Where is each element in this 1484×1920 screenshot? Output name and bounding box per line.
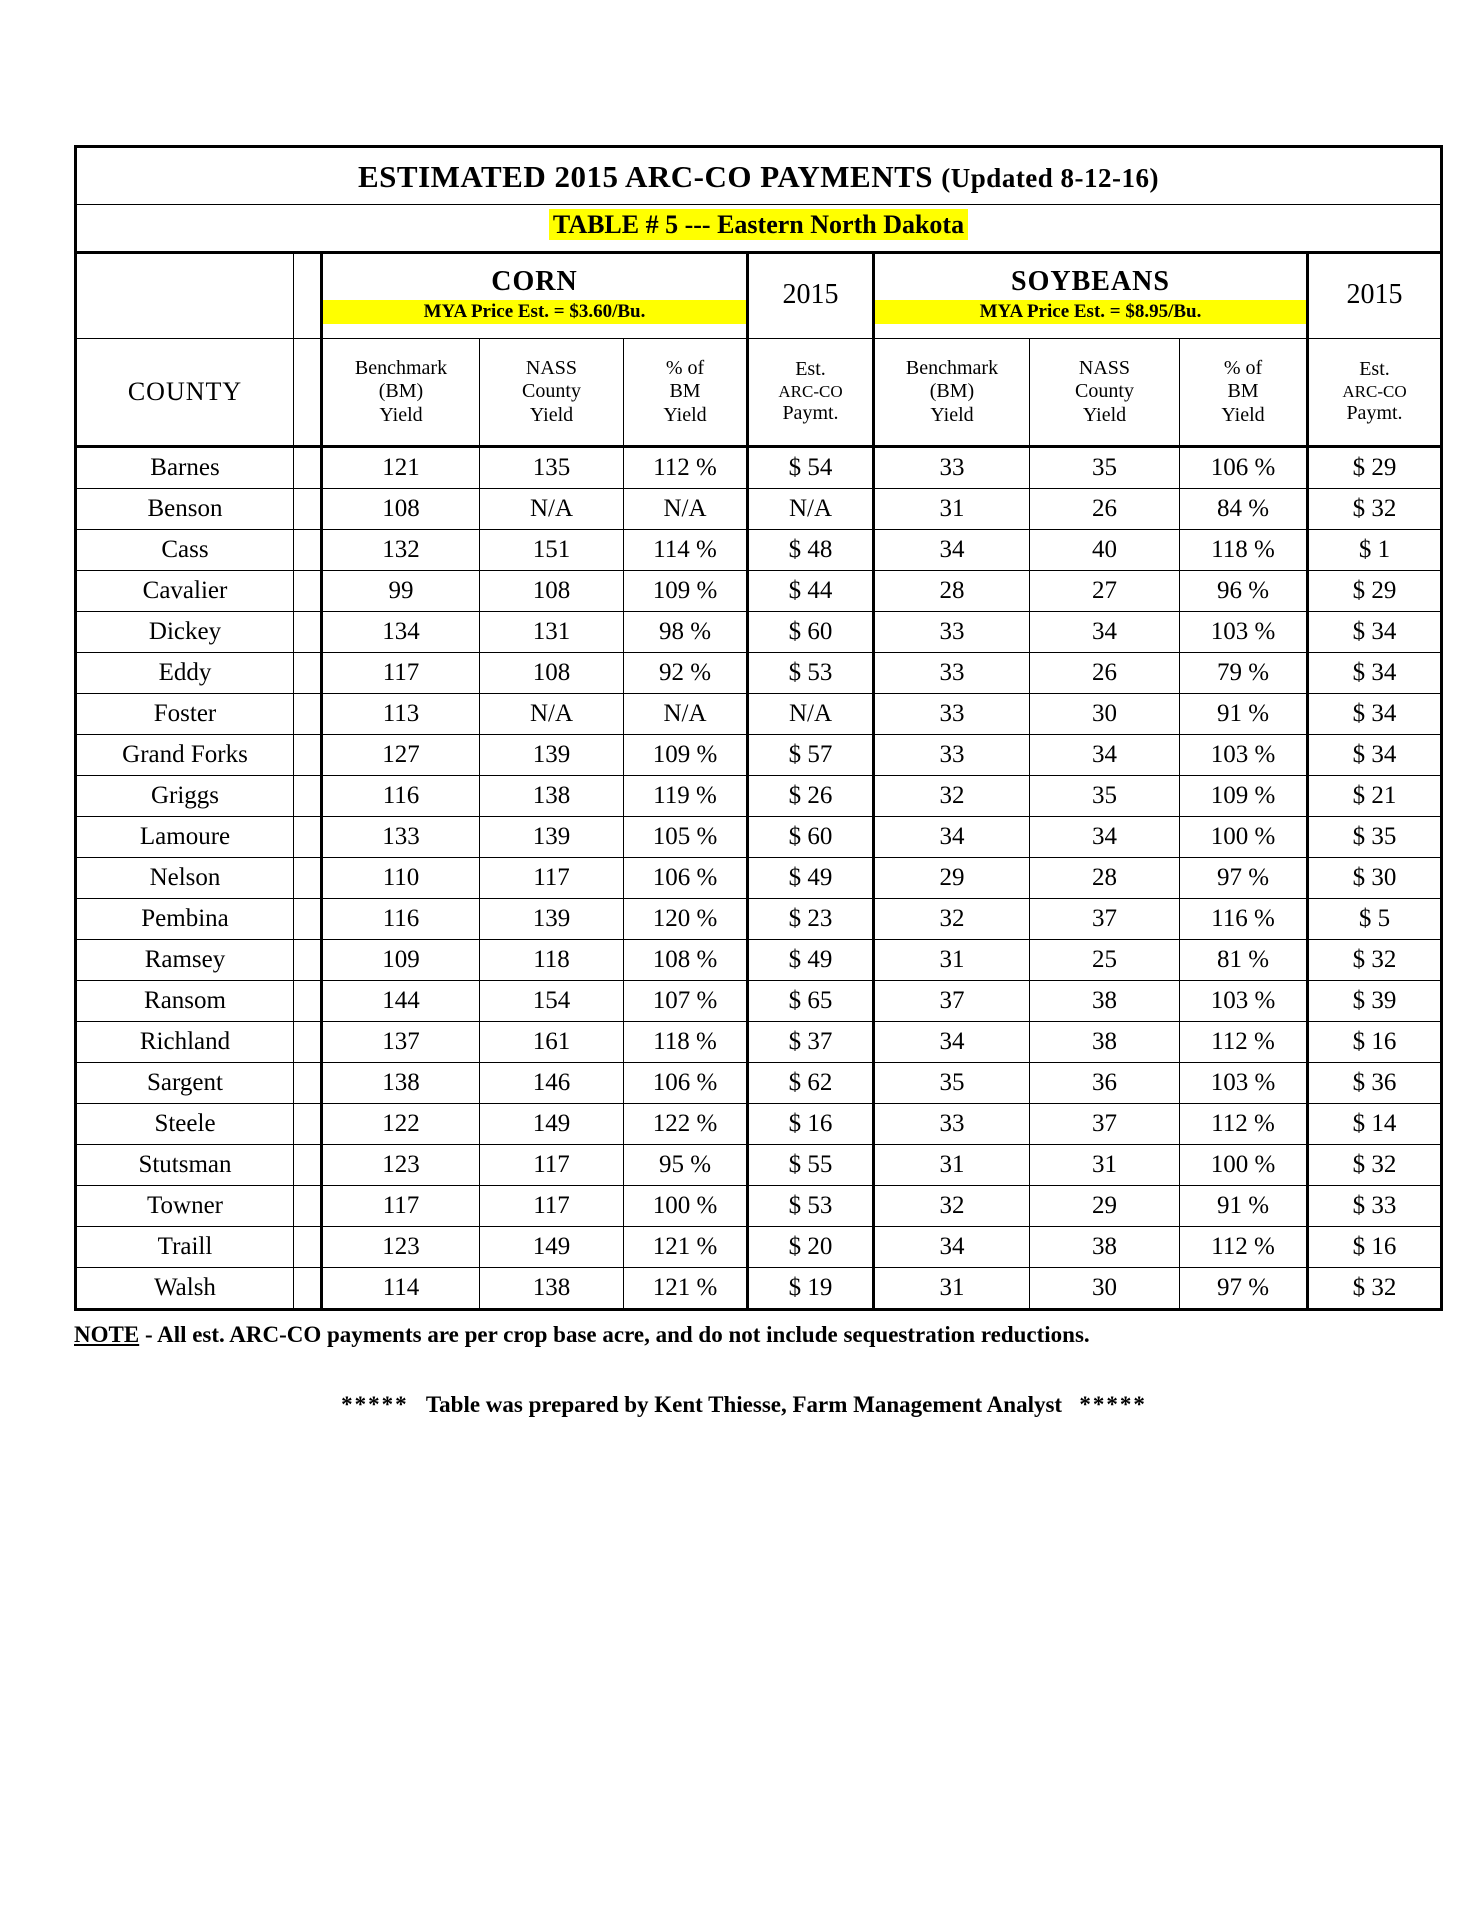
cell-corn-nass-county-yield: N/A [480,489,624,530]
cell-corn-benchmark-yield: 113 [322,694,480,735]
cell-corn-est-arcco-paymt: N/A [748,489,874,530]
cell-gap [294,817,322,858]
cell-corn-pct-bm-yield: 120 % [624,899,748,940]
cell-corn-est-arcco-paymt: $ 37 [748,1022,874,1063]
cell-corn-est-arcco-paymt: $ 16 [748,1104,874,1145]
cell-soy-est-arcco-paymt: $ 33 [1308,1186,1442,1227]
table-row [76,694,1442,735]
title-cell [76,147,1442,205]
soy-bm-line3: Yield [930,403,974,426]
cell-soy-nass-county-yield: 27 [1030,571,1180,612]
cell-gap [294,1063,322,1104]
cell-corn-nass-county-yield: 149 [480,1104,624,1145]
cell-county: Ramsey [76,940,294,981]
cell-gap [294,940,322,981]
cell-corn-benchmark-yield: 134 [322,612,480,653]
cell-corn-benchmark-yield: 133 [322,817,480,858]
column-header-corn-benchmark-yield [322,339,480,447]
cell-corn-pct-bm-yield: 106 % [624,1063,748,1104]
soybeans-group-header [874,253,1308,339]
soy-nass-line1: NASS [1078,356,1131,379]
soybeans-label: SOYBEANS [1011,266,1170,297]
table-row [76,530,1442,571]
cell-soy-nass-county-yield: 34 [1030,817,1180,858]
column-header-corn-pct-bm-yield [624,339,748,447]
cell-county: Foster [76,694,294,735]
cell-corn-est-arcco-paymt: $ 65 [748,981,874,1022]
cell-corn-pct-bm-yield: 118 % [624,1022,748,1063]
cell-corn-est-arcco-paymt: $ 26 [748,776,874,817]
cell-soy-benchmark-yield: 31 [874,489,1030,530]
cell-soy-pct-bm-yield: 112 % [1180,1227,1308,1268]
cell-corn-benchmark-yield: 127 [322,735,480,776]
cell-county: Cass [76,530,294,571]
cell-soy-nass-county-yield: 25 [1030,940,1180,981]
cell-county: Walsh [76,1268,294,1310]
cell-corn-benchmark-yield: 122 [322,1104,480,1145]
cell-corn-benchmark-yield: 121 [322,447,480,489]
cell-gap [294,1268,322,1310]
cell-soy-est-arcco-paymt: $ 39 [1308,981,1442,1022]
cell-soy-est-arcco-paymt: $ 35 [1308,817,1442,858]
soy-nass-line3: Yield [1082,403,1127,426]
cell-corn-pct-bm-yield: 121 % [624,1268,748,1310]
cell-soy-pct-bm-yield: 91 % [1180,694,1308,735]
corn-bm-line2: (BM) [378,380,424,403]
cell-soy-benchmark-yield: 32 [874,776,1030,817]
arc-co-payments-table [74,145,1443,1311]
cell-county: Stutsman [76,1145,294,1186]
table-row [76,447,1442,489]
cell-corn-est-arcco-paymt: $ 62 [748,1063,874,1104]
cell-corn-nass-county-yield: 138 [480,1268,624,1310]
corn-pay-line1: Est. [795,358,826,381]
corn-nass-line3: Yield [529,403,574,426]
cell-gap [294,1145,322,1186]
cell-corn-benchmark-yield: 108 [322,489,480,530]
cell-soy-est-arcco-paymt: $ 32 [1308,1145,1442,1186]
cell-soy-nass-county-yield: 29 [1030,1186,1180,1227]
table-row [76,1022,1442,1063]
cell-soy-benchmark-yield: 31 [874,1268,1030,1310]
table-row [76,1268,1442,1310]
cell-corn-benchmark-yield: 117 [322,653,480,694]
cell-corn-benchmark-yield: 138 [322,1063,480,1104]
cell-corn-est-arcco-paymt: $ 19 [748,1268,874,1310]
corn-group-header [322,253,748,339]
cell-county: Ransom [76,981,294,1022]
cell-soy-benchmark-yield: 28 [874,571,1030,612]
cell-soy-pct-bm-yield: 103 % [1180,1063,1308,1104]
cell-soy-nass-county-yield: 38 [1030,1022,1180,1063]
cell-corn-pct-bm-yield: N/A [624,694,748,735]
cell-corn-est-arcco-paymt: $ 44 [748,571,874,612]
cell-corn-nass-county-yield: 151 [480,530,624,571]
cell-county: Lamoure [76,817,294,858]
cell-corn-nass-county-yield: 117 [480,858,624,899]
subtitle-cell [76,205,1442,253]
stars-right: ***** [1079,1392,1147,1417]
cell-soy-nass-county-yield: 36 [1030,1063,1180,1104]
cell-corn-nass-county-yield: 139 [480,735,624,776]
cell-soy-benchmark-yield: 33 [874,735,1030,776]
soy-pay-line3: Paymt. [1346,402,1403,425]
cell-soy-benchmark-yield: 32 [874,1186,1030,1227]
corn-nass-line1: NASS [525,356,578,379]
cell-corn-est-arcco-paymt: $ 60 [748,817,874,858]
corn-mya-price: MYA Price Est. = $3.60/Bu. [323,300,746,324]
cell-soy-est-arcco-paymt: $ 16 [1308,1022,1442,1063]
soy-pay-line2: ARC-CO [1342,381,1407,401]
crop-header-blank-gap [294,253,322,339]
cell-soy-nass-county-yield: 35 [1030,776,1180,817]
corn-pct-line3: Yield [663,403,707,426]
cell-corn-est-arcco-paymt: $ 53 [748,1186,874,1227]
cell-soy-benchmark-yield: 37 [874,981,1030,1022]
cell-gap [294,1186,322,1227]
corn-pay-line3: Paymt. [782,402,839,425]
cell-corn-benchmark-yield: 132 [322,530,480,571]
cell-corn-benchmark-yield: 114 [322,1268,480,1310]
soybeans-mya-price: MYA Price Est. = $8.95/Bu. [875,300,1306,324]
table-row [76,899,1442,940]
cell-county: Pembina [76,899,294,940]
cell-soy-pct-bm-yield: 116 % [1180,899,1308,940]
soy-pct-line2: BM [1227,380,1259,403]
column-header-soy-est-arcco-paymt [1308,339,1442,447]
cell-soy-pct-bm-yield: 103 % [1180,735,1308,776]
cell-soy-pct-bm-yield: 97 % [1180,1268,1308,1310]
stars-left: ***** [341,1392,409,1417]
cell-soy-pct-bm-yield: 103 % [1180,612,1308,653]
cell-corn-nass-county-yield: 161 [480,1022,624,1063]
soy-pct-line3: Yield [1221,403,1265,426]
footer-note-text: - All est. ARC-CO payments are per crop base acre, and do not include sequestration reductions. [139,1322,1090,1347]
cell-corn-pct-bm-yield: 92 % [624,653,748,694]
cell-corn-nass-county-yield: 149 [480,1227,624,1268]
cell-corn-nass-county-yield: 138 [480,776,624,817]
cell-gap [294,1022,322,1063]
cell-soy-benchmark-yield: 31 [874,940,1030,981]
cell-soy-pct-bm-yield: 96 % [1180,571,1308,612]
cell-soy-est-arcco-paymt: $ 32 [1308,489,1442,530]
cell-soy-est-arcco-paymt: $ 32 [1308,940,1442,981]
cell-soy-benchmark-yield: 31 [874,1145,1030,1186]
cell-corn-est-arcco-paymt: $ 60 [748,612,874,653]
cell-corn-pct-bm-yield: 122 % [624,1104,748,1145]
table-row [76,1145,1442,1186]
cell-corn-est-arcco-paymt: $ 54 [748,447,874,489]
cell-soy-pct-bm-yield: 84 % [1180,489,1308,530]
cell-soy-benchmark-yield: 33 [874,612,1030,653]
cell-corn-nass-county-yield: 117 [480,1145,624,1186]
cell-soy-nass-county-yield: 34 [1030,735,1180,776]
cell-gap [294,981,322,1022]
corn-bm-line1: Benchmark [354,356,448,379]
corn-year-header: 2015 [748,253,874,339]
crop-header-blank-county [76,253,294,339]
soybeans-year-header: 2015 [1308,253,1442,339]
cell-county: Traill [76,1227,294,1268]
cell-soy-pct-bm-yield: 79 % [1180,653,1308,694]
cell-soy-benchmark-yield: 32 [874,899,1030,940]
table-row [76,981,1442,1022]
cell-corn-benchmark-yield: 123 [322,1227,480,1268]
cell-soy-pct-bm-yield: 100 % [1180,817,1308,858]
prepared-by-text: Table was prepared by Kent Thiesse, Farm Management Analyst [425,1392,1063,1417]
cell-corn-pct-bm-yield: N/A [624,489,748,530]
cell-corn-benchmark-yield: 109 [322,940,480,981]
soy-bm-line1: Benchmark [905,356,999,379]
cell-corn-est-arcco-paymt: $ 57 [748,735,874,776]
cell-soy-nass-county-yield: 40 [1030,530,1180,571]
cell-county: Nelson [76,858,294,899]
cell-soy-nass-county-yield: 31 [1030,1145,1180,1186]
cell-county: Benson [76,489,294,530]
cell-gap [294,899,322,940]
cell-soy-pct-bm-yield: 91 % [1180,1186,1308,1227]
cell-gap [294,571,322,612]
cell-soy-nass-county-yield: 37 [1030,1104,1180,1145]
cell-soy-est-arcco-paymt: $ 1 [1308,530,1442,571]
table-row [76,776,1442,817]
cell-corn-est-arcco-paymt: $ 49 [748,858,874,899]
cell-corn-benchmark-yield: 144 [322,981,480,1022]
column-header-gap [294,339,322,447]
soy-pct-line1: % of [1223,356,1263,379]
cell-corn-pct-bm-yield: 98 % [624,612,748,653]
cell-county: Griggs [76,776,294,817]
corn-label: CORN [491,266,578,297]
cell-soy-est-arcco-paymt: $ 21 [1308,776,1442,817]
cell-corn-pct-bm-yield: 114 % [624,530,748,571]
cell-soy-nass-county-yield: 26 [1030,489,1180,530]
cell-soy-benchmark-yield: 33 [874,694,1030,735]
cell-soy-est-arcco-paymt: $ 34 [1308,694,1442,735]
cell-corn-benchmark-yield: 137 [322,1022,480,1063]
cell-soy-nass-county-yield: 30 [1030,694,1180,735]
cell-corn-benchmark-yield: 110 [322,858,480,899]
cell-soy-est-arcco-paymt: $ 34 [1308,735,1442,776]
soy-bm-line2: (BM) [929,380,975,403]
cell-gap [294,653,322,694]
table-row [76,817,1442,858]
cell-county: Steele [76,1104,294,1145]
cell-soy-nass-county-yield: 30 [1030,1268,1180,1310]
cell-corn-est-arcco-paymt: $ 20 [748,1227,874,1268]
cell-corn-est-arcco-paymt: $ 53 [748,653,874,694]
table-row [76,489,1442,530]
title-updated-date: (Updated 8-12-16) [941,163,1160,193]
cell-corn-est-arcco-paymt: $ 23 [748,899,874,940]
cell-corn-pct-bm-yield: 105 % [624,817,748,858]
cell-corn-pct-bm-yield: 112 % [624,447,748,489]
corn-pay-line2: ARC-CO [778,381,843,401]
cell-soy-benchmark-yield: 34 [874,817,1030,858]
cell-soy-benchmark-yield: 33 [874,1104,1030,1145]
cell-gap [294,776,322,817]
cell-soy-est-arcco-paymt: $ 5 [1308,899,1442,940]
cell-corn-est-arcco-paymt: $ 55 [748,1145,874,1186]
cell-soy-pct-bm-yield: 106 % [1180,447,1308,489]
column-header-soy-pct-bm-yield [1180,339,1308,447]
cell-gap [294,694,322,735]
soy-nass-line2: County [1075,380,1134,403]
cell-corn-nass-county-yield: 146 [480,1063,624,1104]
cell-soy-est-arcco-paymt: $ 34 [1308,653,1442,694]
cell-soy-pct-bm-yield: 97 % [1180,858,1308,899]
cell-soy-benchmark-yield: 35 [874,1063,1030,1104]
cell-soy-benchmark-yield: 33 [874,447,1030,489]
table-row [76,653,1442,694]
column-header-county: COUNTY [76,339,294,447]
cell-county: Cavalier [76,571,294,612]
soy-pay-line1: Est. [1359,358,1390,381]
cell-soy-est-arcco-paymt: $ 14 [1308,1104,1442,1145]
cell-soy-pct-bm-yield: 100 % [1180,1145,1308,1186]
table-row [76,858,1442,899]
cell-soy-est-arcco-paymt: $ 30 [1308,858,1442,899]
cell-corn-nass-county-yield: 135 [480,447,624,489]
corn-pct-line2: BM [669,380,701,403]
cell-soy-nass-county-yield: 26 [1030,653,1180,694]
crop-header-row [76,253,1442,339]
corn-nass-line2: County [522,380,581,403]
table-row [76,735,1442,776]
cell-corn-pct-bm-yield: 109 % [624,735,748,776]
cell-gap [294,530,322,571]
footer-note-label: NOTE [74,1322,140,1347]
cell-gap [294,1227,322,1268]
cell-county: Towner [76,1186,294,1227]
subtitle-row [76,205,1442,253]
cell-soy-benchmark-yield: 34 [874,530,1030,571]
page-title: ESTIMATED 2015 ARC-CO PAYMENTS [357,159,934,194]
cell-soy-pct-bm-yield: 112 % [1180,1022,1308,1063]
subtitle-text: TABLE # 5 --- Eastern North Dakota [552,210,965,239]
footer-note [74,1322,1414,1348]
cell-corn-nass-county-yield: 108 [480,571,624,612]
table-row [76,1104,1442,1145]
cell-county: Dickey [76,612,294,653]
cell-soy-pct-bm-yield: 109 % [1180,776,1308,817]
cell-corn-nass-county-yield: 154 [480,981,624,1022]
table-row [76,612,1442,653]
corn-pct-line1: % of [665,356,705,379]
cell-soy-pct-bm-yield: 81 % [1180,940,1308,981]
cell-corn-pct-bm-yield: 119 % [624,776,748,817]
cell-corn-est-arcco-paymt: N/A [748,694,874,735]
cell-corn-benchmark-yield: 99 [322,571,480,612]
cell-soy-pct-bm-yield: 118 % [1180,530,1308,571]
table-row [76,571,1442,612]
cell-corn-nass-county-yield: 108 [480,653,624,694]
cell-soy-nass-county-yield: 34 [1030,612,1180,653]
cell-corn-nass-county-yield: N/A [480,694,624,735]
cell-soy-est-arcco-paymt: $ 36 [1308,1063,1442,1104]
cell-soy-nass-county-yield: 28 [1030,858,1180,899]
cell-soy-est-arcco-paymt: $ 16 [1308,1227,1442,1268]
table-row [76,940,1442,981]
cell-county: Richland [76,1022,294,1063]
cell-corn-nass-county-yield: 118 [480,940,624,981]
cell-soy-nass-county-yield: 38 [1030,981,1180,1022]
cell-corn-nass-county-yield: 131 [480,612,624,653]
cell-soy-nass-county-yield: 38 [1030,1227,1180,1268]
column-header-corn-est-arcco-paymt [748,339,874,447]
cell-corn-est-arcco-paymt: $ 48 [748,530,874,571]
cell-gap [294,735,322,776]
subtitle-highlight [549,209,968,240]
table-row [76,1063,1442,1104]
cell-corn-pct-bm-yield: 106 % [624,858,748,899]
arc-co-payments-table-wrapper [74,145,1410,1311]
cell-corn-benchmark-yield: 116 [322,899,480,940]
cell-gap [294,858,322,899]
cell-soy-est-arcco-paymt: $ 34 [1308,612,1442,653]
column-header-soy-benchmark-yield [874,339,1030,447]
cell-corn-pct-bm-yield: 121 % [624,1227,748,1268]
cell-soy-benchmark-yield: 34 [874,1227,1030,1268]
cell-soy-est-arcco-paymt: $ 29 [1308,571,1442,612]
column-header-corn-nass-county-yield [480,339,624,447]
table-row [76,1227,1442,1268]
cell-gap [294,447,322,489]
cell-soy-nass-county-yield: 37 [1030,899,1180,940]
cell-soy-pct-bm-yield: 112 % [1180,1104,1308,1145]
cell-county: Barnes [76,447,294,489]
cell-corn-pct-bm-yield: 108 % [624,940,748,981]
cell-soy-benchmark-yield: 33 [874,653,1030,694]
cell-corn-pct-bm-yield: 109 % [624,571,748,612]
cell-gap [294,612,322,653]
column-header-soy-nass-county-yield [1030,339,1180,447]
table-row [76,1186,1442,1227]
cell-county: Eddy [76,653,294,694]
cell-corn-pct-bm-yield: 100 % [624,1186,748,1227]
cell-corn-benchmark-yield: 123 [322,1145,480,1186]
cell-soy-benchmark-yield: 34 [874,1022,1030,1063]
cell-corn-pct-bm-yield: 107 % [624,981,748,1022]
cell-corn-est-arcco-paymt: $ 49 [748,940,874,981]
cell-soy-est-arcco-paymt: $ 29 [1308,447,1442,489]
cell-soy-nass-county-yield: 35 [1030,447,1180,489]
title-row [76,147,1442,205]
column-header-row [76,339,1442,447]
cell-gap [294,489,322,530]
cell-corn-benchmark-yield: 116 [322,776,480,817]
cell-corn-benchmark-yield: 117 [322,1186,480,1227]
cell-corn-pct-bm-yield: 95 % [624,1145,748,1186]
cell-soy-est-arcco-paymt: $ 32 [1308,1268,1442,1310]
cell-corn-nass-county-yield: 139 [480,817,624,858]
cell-gap [294,1104,322,1145]
cell-county: Sargent [76,1063,294,1104]
cell-corn-nass-county-yield: 117 [480,1186,624,1227]
cell-soy-benchmark-yield: 29 [874,858,1030,899]
corn-bm-line3: Yield [379,403,423,426]
footer-prepared-by [74,1392,1414,1418]
cell-soy-pct-bm-yield: 103 % [1180,981,1308,1022]
cell-county: Grand Forks [76,735,294,776]
cell-corn-nass-county-yield: 139 [480,899,624,940]
